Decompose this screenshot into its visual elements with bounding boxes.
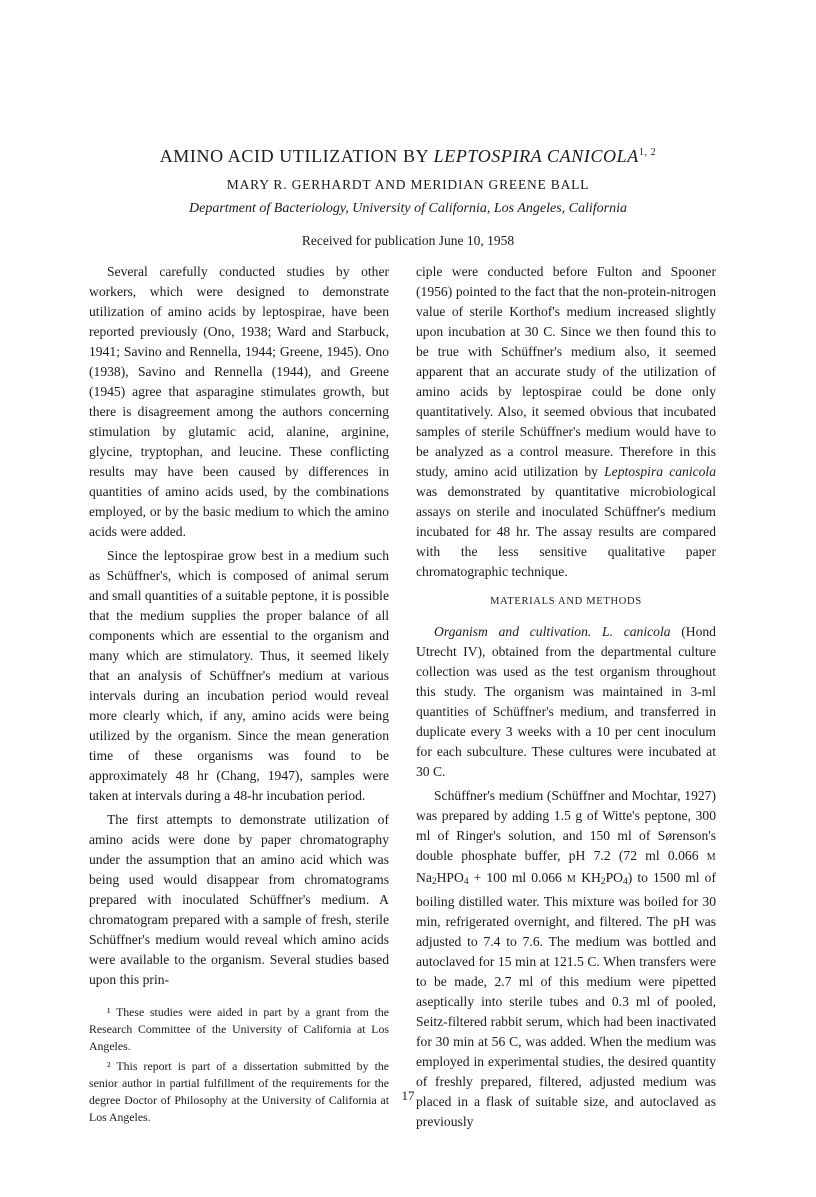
runin-heading: Organism and cultivation.	[434, 624, 592, 639]
right-p1-text-a: ciple were conducted before Fulton and Spooner (1956) pointed to the fact that the non-protein-nitrogen value of sterile Korthof's medium increased slightly upon incubation at 30 C. Since we then found this to be true with Schüffner's medium also, it seemed apparent that an accurate study of the utilization of amino acids by leptospirae could be done only quantitatively. Also, it seemed obvious that incubated samples of sterile Schüffner's medium would have to be analyzed as a control measure. Therefore in this study, amino acid utilization by	[416, 264, 716, 479]
affiliation: Department of Bacteriology, University of California, Los Angeles, California	[189, 201, 627, 216]
na-formula-a: Na	[416, 870, 432, 885]
right-p3-text-b: ) to 1500 ml of boiling distilled water. This mixture was boiled for 30 min, refrigerated overnight, and filtered. The pH was adjusted to 7.4 to 7.6. The medium was bottled and autoclaved for 15 min at 121.5 C. When transfers were to be made, 2.7 ml of this medium were pipetted aseptically into sterile tubes and 0.3 ml of pooled, Seitz-filtered rabbit serum, which had been inactivated for 30 min at 56 C, was added. When the medium was employed in experimental studies, the desired quantity of freshly prepared, filtered, adjusted medium was placed in a flask of suitable size, and autoclaved as previously	[416, 870, 716, 1129]
na-subscript-2: 4	[463, 877, 469, 887]
title-organism: LEPTOSPIRA CANICOLA	[433, 146, 639, 166]
na-formula-b: HPO	[436, 870, 464, 885]
k-formula-b: PO	[605, 870, 623, 885]
right-paragraph-2	[416, 622, 716, 782]
left-paragraph-2: Since the leptospirae grow best in a medium such as Schüffner's, which is composed of animal serum and small quantities of a suitable peptone, it is possible that the medium supplies the proper balance of all components which are essential to the organism and many which are stimulatory. Thus, it seemed likely that an analysis of Schüffner's medium at various intervals during an incubation period would reveal more clearly which, if any, amino acids were being utilized by the organism. Since the mean generation time of these organisms was found to be approximately 48 hr (Chang, 1947), samples were taken at intervals during a 48-hr incubation period.	[89, 548, 389, 803]
right-p2-organism: L. canicola	[602, 624, 671, 639]
left-paragraph-3: The first attempts to demonstrate utilization of amino acids were done by paper chromatography under the assumption that an amino acid which was being used would disappear from chromatograms prepared with inoculated Schüffner's medium. A chromatogram prepared with a sample of fresh, sterile Schüffner's medium would reveal which amino acids were available to the organism. Several studies based upon this prin-	[89, 812, 389, 987]
k-subscript-2: 4	[622, 877, 628, 887]
right-p1-text-b: was demonstrated by quantitative microbiological assays on sterile and inoculated Schüffner's medium incubated for 48 hr. The assay results are compared with the less sensitive qualitative paper chromatographic technique.	[416, 484, 716, 579]
footnotes	[89, 1004, 389, 1126]
author-line: MARY R. GERHARDT AND MERIDIAN GREENE BALL	[226, 177, 590, 192]
left-paragraph-1: Several carefully conducted studies by other workers, which were designed to demonstrate utilization of amino acids by leptospirae, have been reported previously (Ono, 1938; Ward and Starbuck, 1941; Savino and Rennella, 1944; Greene, 1945). Ono (1938), Savino and Rennella (1944), and Greene (1945) agree that asparagine stimulates growth, but there is disagreement among the authors concerning stimulation by glutamic acid, alanine, arginine, glycine, tryptophan, and leucine. These conflicting results may have been caused by differences in quantities of amino acids used, by the combinations employed, or by the basic medium to which the amino acids were added.	[89, 264, 389, 539]
right-p3-text-a: Schüffner's medium (Schüffner and Mochtar, 1927) was prepared by adding 1.5 g of Witte's peptone, 300 ml of Ringer's solution, and 150 ml of Sørenson's double phosphate buffer, pH 7.2 (72 ml 0.066	[416, 788, 716, 863]
right-paragraph-3	[416, 786, 716, 1132]
page-number: 17	[401, 1088, 415, 1103]
title-footnote-marks: 1, 2	[638, 147, 657, 158]
right-p2-text: (Hond Utrecht IV), obtained from the departmental culture collection was used as the test organism throughout this study. The organism was maintained in 3-ml quantities of Schüffner's medium, and transferred in duplicate every 3 weeks with a 10 per cent inoculum for each subculture. These cultures were incubated at 30 C.	[416, 624, 716, 779]
right-column	[416, 262, 716, 1136]
footnote-2: ² This report is part of a dissertation submitted by the senior author in partial fulfillment of the requirements for the degree Doctor of Philosophy at the University of California at Los Angeles.	[89, 1059, 389, 1124]
right-p3-plus: + 100 ml 0.066	[468, 870, 567, 885]
right-p2-space	[591, 624, 602, 639]
section-heading: MATERIALS AND METHODS	[490, 596, 642, 607]
received-date: Received for publication June 10, 1958	[301, 233, 515, 248]
molar-unit-1: M	[706, 852, 716, 863]
k-formula-a: KH	[576, 870, 601, 885]
molar-unit-2: M	[566, 874, 577, 885]
right-p1-organism: Leptospira canicola	[604, 464, 717, 479]
left-column	[89, 262, 389, 1129]
title-main: AMINO ACID UTILIZATION BY	[159, 146, 434, 166]
footnote-1: ¹ These studies were aided in part by a grant from the Research Committee of the University of California at Los Angeles.	[89, 1005, 389, 1053]
article-title	[0, 146, 816, 167]
k-subscript-1: 2	[600, 877, 606, 887]
na-subscript-1: 2	[431, 877, 437, 887]
right-paragraph-1	[416, 262, 716, 582]
